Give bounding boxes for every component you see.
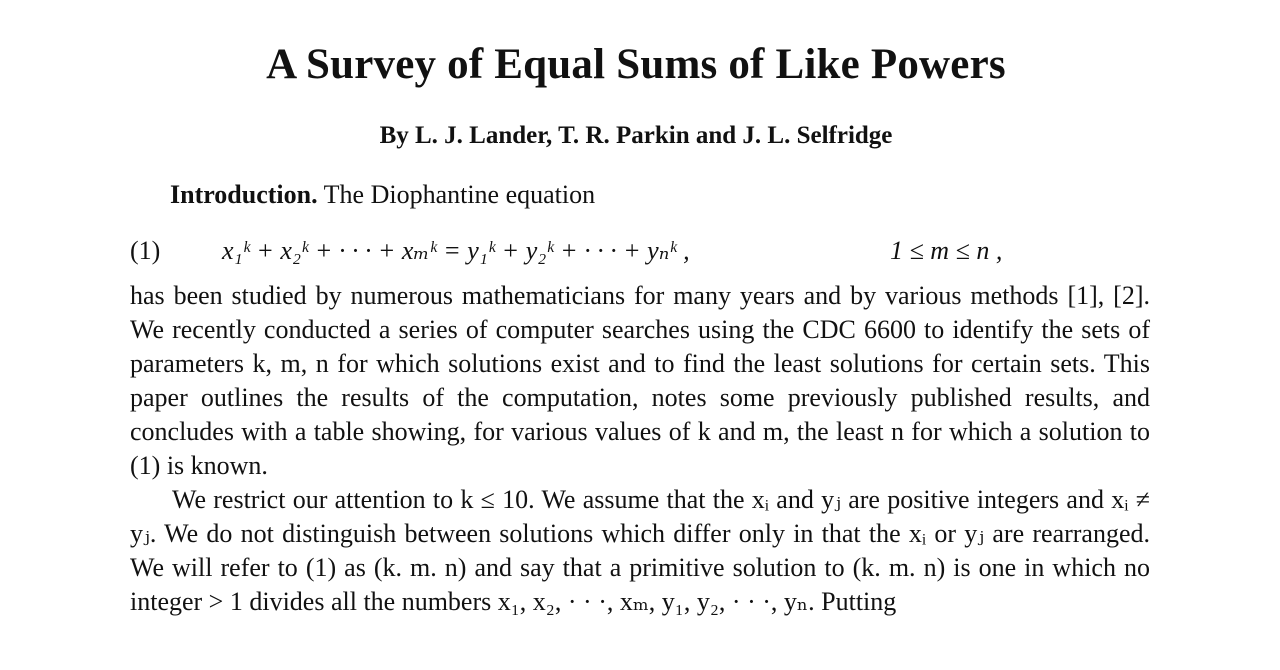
equation-body: x₁ᵏ + x₂ᵏ + · · · + xₘᵏ = y₁ᵏ + y₂ᵏ + · · · + yₙᵏ , [222,236,690,265]
paragraph-2: We restrict our attention to k ≤ 10. We assume that the xᵢ and yⱼ are positive integers and xᵢ ≠ yⱼ. We do not distinguish between solutions which differ only in that the xᵢ or yⱼ are rearranged. We will refer to (1) as (k. m. n) and say that a primitive solution to (k. m. n) is one in which no integer > 1 divides all the numbers x₁, x₂, · · ·, xₘ, y₁, y₂, · · ·, yₙ. Putting [130,485,1150,616]
paragraph-1: has been studied by numerous mathematicians for many years and by various methods [1], [2]. We recently conducted a series of computer searches using the CDC 6600 to identify the sets of parameters k, m, n for which solutions exist and to find the least solutions for certain sets. This paper outlines the results of the computation, notes some previously published results, and concludes with a table showing, for various values of k and m, the least n for which a solution to (1) is known. [130,281,1150,480]
introduction-line [170,180,595,210]
equation-number: (1) [130,236,161,265]
introduction-text: The Diophantine equation [323,180,596,209]
equation-range: 1 ≤ m ≤ n , [890,236,1003,265]
introduction-heading: Introduction. [170,180,318,209]
paper-title: A Survey of Equal Sums of Like Powers [266,41,1006,88]
author-line: By L. J. Lander, T. R. Parkin and J. L. Selfridge [379,122,893,149]
equation-1 [130,236,1150,270]
